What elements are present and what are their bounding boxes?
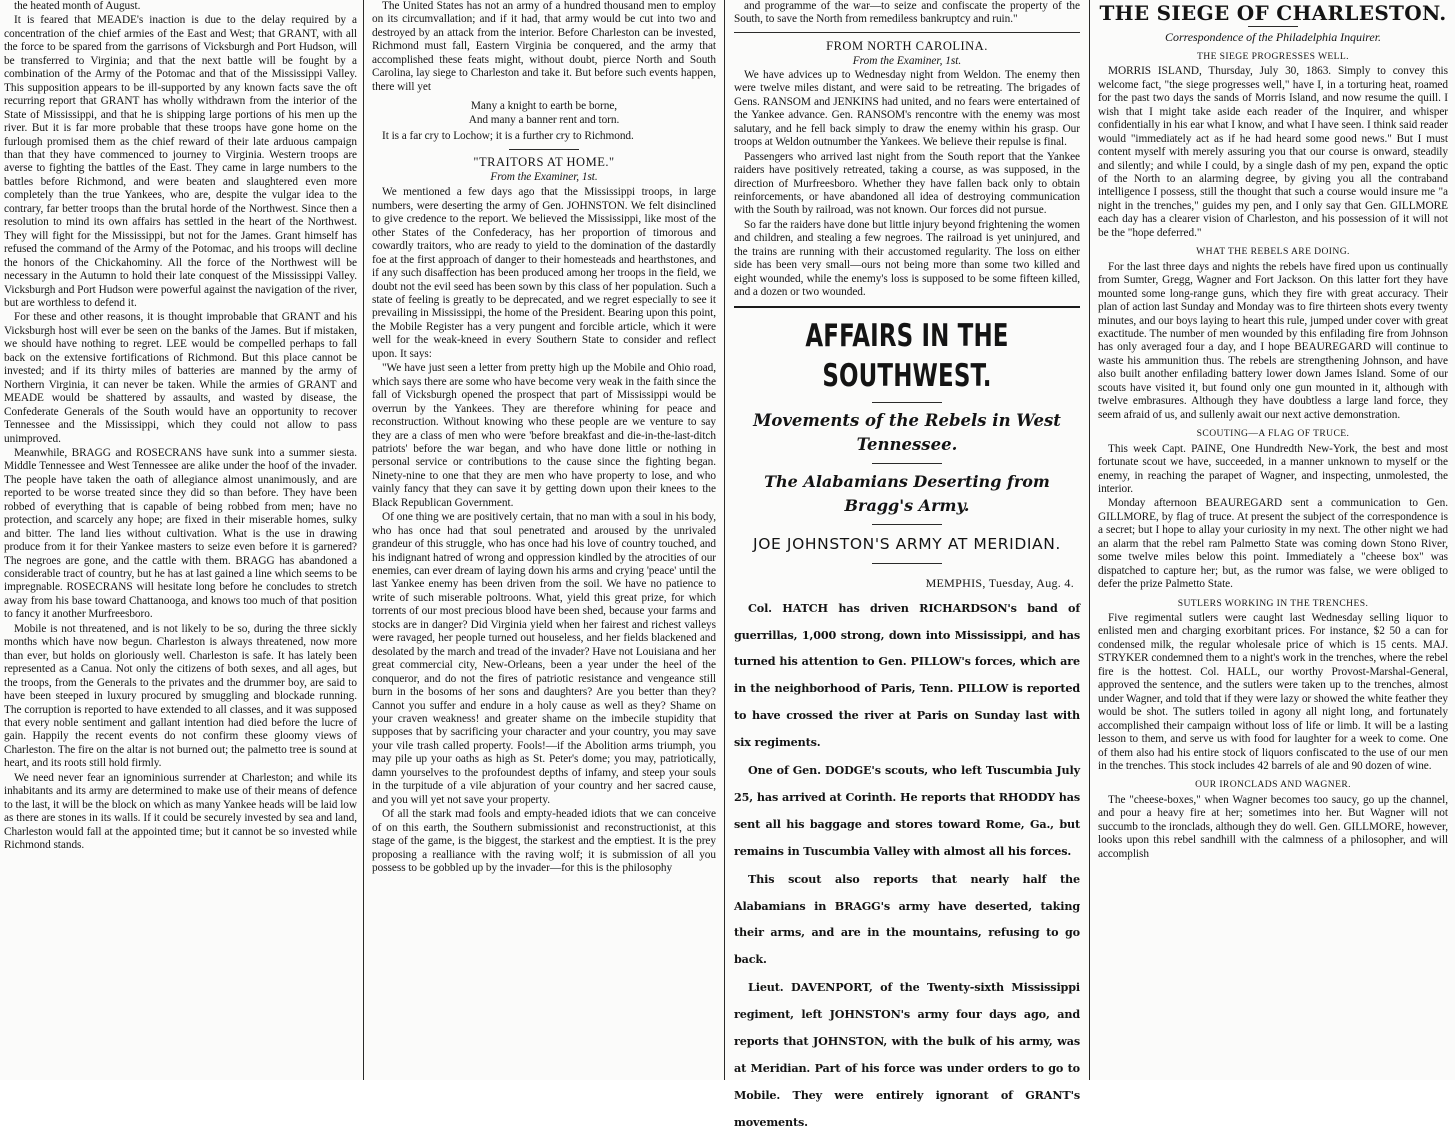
traitors-heading: "TRAITORS AT HOME." (473, 155, 615, 170)
column-4 (1094, 0, 1452, 1080)
column-rule-2 (724, 0, 725, 1080)
paragraph: Mobile is not threatened, and is not likely to be so, during the three sickly months which have now begun. Charleston is always threatened, now more than ever, but holds on gloriously well. Charleston is safe. It has lately been represented as a Canua. Not only the citizens of both sexes, and all ages, but the troops, from the Generals to the privates and the drummer boy, are said to have been steeped in luxury procured by smuggling and blockade running. The corruption is reported to have extended to all classes, and it was supposed that every noble sentiment and gallant intention had died before the lucre of gain. Happily the recent events do not confirm these gloomy views of Charleston. The fire on the altar is not burned out; the palmetto tree is sound at heart, and its roots still hold firmly. (4, 622, 357, 770)
traitors-source: From the Examiner, 1st. (490, 170, 598, 183)
paragraph: We mentioned a few days ago that the Mississippi troops, in large numbers, were deserting the army of Gen. JOHNSTON. We felt disinclined to give credence to the report. We believed the Mississippi, like most of the other States of the Confederacy, has her proportion of timorous and cowardly traitors, who are ready to yield to the domination of the dastardly foe at the first approach of danger to their homesteads and hearthstones, and if any such disaffection has been produced among her troops in the field, we doubt not the evil seed has been sown by this class of her population. Such a state of feeling is greatly to be deprecated, and we regret especially to see it prevailing in Mississippi, the home of the President. Bearing upon this point, the Mobile Register has a very pungent and forcible article, which it were well for the weak-kneed in every Southern State to consider and reflect upon. It says: (372, 186, 716, 360)
north-carolina-source: From the Examiner, 1st. (852, 54, 962, 67)
column-1-body (4, 0, 357, 853)
paragraph: Lieut. DAVENPORT, of the Twenty-sixth Mississippi regiment, left JOHNSTON's army four days ago, and reports that JOHNSTON, with the bulk of his army, was at Meridian. Part of his force was under orders to go to Mobile. They were entirely ignorant of GRANT's movements. (734, 980, 1080, 1129)
separator-rule (872, 563, 942, 564)
verse-line: Many a knight to earth be borne, (470, 100, 618, 113)
separator-rule (872, 402, 942, 403)
column-2 (368, 0, 720, 1080)
section-heading: WHAT THE REBELS ARE DOING. (1196, 246, 1350, 258)
paragraph: For the last three days and nights the rebels have fired upon us continually from Sumter, Gregg, Wagner and Fort Jackson. On this latter fort they have mounted some long-range guns, which they fire with great accuracy. Their plan of action last Sunday and Monday was to fire thirteen shots every twenty minutes, and our boys laying to heart this rule, jumped under cover with great exactitude. The number of men wounded by this enfilading fire from Johnson has only averaged four a day, and I hope BEAUREGARD will continue to waste his ammunition thus. The rebels are strengthening Johnson, and have also built another enfilading battery lower down James Island. Some of our scouts have visited it, but found only one gun mounted in it, although with twelve embrasures. Although they have doubtless a large land force, they seem afraid of us, and sullenly await our next active demonstration. (1098, 260, 1448, 421)
column-rule-3 (1089, 0, 1090, 1080)
separator-rule (509, 149, 579, 150)
paragraph: One of Gen. DODGE's scouts, who left Tuscumbia July 25, has arrived at Corinth. He reports that RHODDY has sent all his baggage and stores toward Rome, Ga., but remains in Tuscumbia Valley with almost all his forces. (734, 763, 1080, 858)
paragraph: and programme of the war—to seize and confiscate the property of the South, to save the North from remediless bankruptcy and ruin." (734, 0, 1080, 26)
paragraph: Meanwhile, BRAGG and ROSECRANS have sunk into a summer siesta. Middle Tennessee and West Tennessee are alike under the hoof of the invader. The people have taken the oath of allegiance almost unanimously, and are reported to be worse treated since they did so than before. They have been robbed of everything that is capable of being robbed from men; have no protection, and scarcely any hope; are fixed in their miserable homes, sulky and bitter. The land lies without cultivation. What is the use in drawing produce from it for their Yankee masters to seize even before it is garnered? The negroes are gone, and the cattle with them. BRAGG has abandoned a considerable tract of country, but he has at last gained a line which seems to be impregnable. ROSECRANS will hesitate long before he concludes to stretch away from his base toward Chattanooga, and knows too much of that position to fancy it another Murfreesboro. (4, 446, 357, 621)
dateline: MEMPHIS, Tuesday, Aug. 4. (925, 575, 1074, 590)
column-1 (2, 0, 359, 1080)
verse-line: And many a banner rent and torn. (468, 113, 620, 126)
paragraph: the heated month of August. (14, 0, 141, 12)
paragraph: It is feared that MEADE's inaction is due to the delay required by a concentration of the chief armies of the East and West; that GRANT, with all the force to be spared from the garrisons of Vicksburgh and Port Hudson, will be transferred to Virginia; and that the next battle will be fought by a combination of the Army of the Potomac and that of the Mississippi Valley. This supposition appears to be ill-supported by any known facts save the oft recurring report that GRANT has wholly withdrawn from the interior of the State of Mississippi, and that he is shipping large portions of his men up the river. But it is far more probable that these troops have gone home on the furlough promised them as the chief reward of their late arduous campaign than that they have commenced to journey to Virginia. Western troops are averse to fighting the battles of the East. They came in large numbers to the battles before Richmond, and were beaten and slaughtered even more completely than the true Yankees, who are, despite the vulgar idea to the contrary, far better troops than the brutal horde of the Northwest. Since then a resolution to mind its own affairs has settled in the heart of the Northwest. They will fight for the Mississippi, but not for the James. Grant himself has refused the command of the Army of the Potomac, and his troops will decline the honors of the Chickahominy. All the force of the Northwest will be necessary in the Autumn to hold their late conquest of the Mississippi Valley. Vicksburgh and Port Hudson were powerful against the navigation of the river, but are worthless to defend it. (4, 14, 357, 309)
separator-rule (872, 463, 942, 464)
poem-verse (372, 100, 716, 127)
paragraph: Of one thing we are positively certain, that no man with a soul in his body, who has once had that soul penetrated and aroused by the unrivaled grandeur of this struggle, who has once had his love of country touched, and his indignant hatred of wrong and oppression kindled by the atrocities of our enemies, can ever dream of laying down his arms and crying 'peace' until the last Yankee enemy has been driven from the soil. We have no patience to write of such miserable poltroons. What, yield this great prize, for which torrents of our most precious blood have been shed, because your farms and stocks are in danger? Did Virginia yield when her fairest and richest valleys were ravaged, her people turned out houseless, and her fields blackened and desolated by the march and tread of the invader? Have not Louisiana and her great commercial city, New-Orleans, been a year under the heel of the conqueror, and do not the fires of patriotic resistance and vengeance still burn in the bosoms of her sons and daughters? Are you better than they? Cannot you suffer and endure in a holy cause as well as they? Shame on your craven weakness! and greater shame on the imbecile stupidity that supposes that by sacrificing your character and your country, you may save your vile trash called property. Fools!—if the Abolition arms triumph, you may pile up your oaths as high as St. Peter's dome; you may, patriotically, damn yourselves to the profoundest depths of infamy, and steep your souls in the turpitude of a vile abjuration of your country and her sacred cause, and you will yet not save your property. (372, 511, 716, 806)
headline-deck-2: The Alabamians Deserting from Bragg's Army. (764, 471, 1050, 515)
column-2-body-b (372, 130, 716, 143)
paragraph: We need never fear an ignominious surrender at Charleston; and while its inhabitants and its army are determined to make use of their means of defence to the last, it will be the block on which as many Yankee heads will be laid low as there are stones in its walls. If it could be securely invested by sea and land, Charleston would fall at the appointed time; but it cannot be so invested while Richmond stands. (4, 771, 357, 852)
paragraph: So far the raiders have done but little injury beyond frightening the women and children, and stealing a few negroes. The railroad is yet uninjured, and the trains are running with their accustomed regularity. The loss on either side has been very small—ours not being more than some two killed and eight wounded, while the enemy's loss is supposed to be some fifteen killed, and a dozen or two wounded. (734, 218, 1080, 299)
siege-title: THE SIEGE OF CHARLESTON. (1099, 1, 1447, 25)
paragraph: For these and other reasons, it is thought improbable that GRANT and his Vicksburgh host will ever be seen on the banks of the James. But if mistaken, we should have nothing to regret. LEE would be compelled perhaps to fall back on the extensive fortifications of Richmond. But this place cannot be invested; and if its thirty miles of batteries are manned by the army of Northern Virginia, it can never be taken. While the armies of GRANT and MEADE would be shattered by assaults, and wasted by disease, the Confederate Generals of the South would have an opportunity to recover Tennessee and the Mississippi, which they could not allow to pass unimproved. (4, 311, 357, 445)
paragraph: Col. HATCH has driven RICHARDSON's band of guerrillas, 1,000 strong, down into Mississippi, and has turned his attention to Gen. PILLOW's forces, which are in the neighborhood of Paris, Tenn. PILLOW is reported to have crossed the river at Paris on Sunday last with six regiments. (734, 600, 1080, 750)
paragraph: The "cheese-boxes," when Wagner becomes too saucy, go up the channel, and pour a heavy fire at her; sometimes into her. But Wagner will not succumb to the ironclads, although they do well. Gen. GILLMORE, however, looks upon this rebel sandhill with the calmness of a philosopher, and will accomplish (1098, 793, 1448, 860)
separator-rule (872, 524, 942, 525)
column-3-body-c (734, 595, 1080, 1136)
section-heading: THE SIEGE PROGRESSES WELL. (1196, 50, 1349, 62)
column-2-body-c (372, 186, 716, 875)
column-4-sections (1098, 50, 1448, 861)
paragraph: "We have just seen a letter from pretty high up the Mobile and Ohio road, which says there are some who have become very weak in the faith since the fall of Vicksburgh opened the prospect that part of Mississippi would be overrun by the Yankees. They are therefore whining for peace and reconstruction. Without knowing who these people are we venture to say they are a class of men who were 'before breakfast and die-in-the-last-ditch patriots' before the war began, and who have done little or nothing in personal service or contributions to the cause since the fighting began. Ninety-nine to one that they are men who have property to lose, and who vainly fancy that they can save it by getting down upon their knees to the Black Republican Government. (372, 362, 716, 509)
paragraph: Monday afternoon BEAUREGARD sent a communication to Gen. GILLMORE, by flag of truce. At present the subject of the correspondence is a secret; but I hope to allay your curiosity in my next. The other night we had an alarm that the rebel ram Palmetto State was coming down Stono River, some twelve miles below this point. Immediately a "cheese box" was dispatched to capture her; but, as the rumor was false, we were obliged to defer the prize Palmetto State. (1098, 497, 1448, 591)
column-rule-1 (363, 0, 364, 1080)
paragraph: Passengers who arrived last night from the South report that the Yankee raiders have positively retreated, taking a course, as was supposed, in the direction of Murfreesboro. Whether they have fallen back only to obtain reinforcements, or have abandoned all idea of destroying communication with the South by railroad, was not known. Our forces did not pursue. (734, 150, 1080, 217)
section-heading: SCOUTING—A FLAG OF TRUCE. (1196, 428, 1350, 440)
column-2-body-a (372, 0, 716, 94)
southwest-headline: AFFAIRS IN THE SOUTHWEST. (805, 317, 1009, 394)
separator-rule (734, 32, 1080, 33)
section-heading: OUR IRONCLADS AND WAGNER. (1195, 779, 1351, 791)
correspondence-line: Correspondence of the Philadelphia Inquirer. (1165, 30, 1381, 45)
paragraph: Five regimental sutlers were caught last Wednesday selling liquor to enlisted men and charging exorbitant prices. For instance, $2 50 a can for condensed milk, the regular wholesale price of which is 15 cents. MAJ. STRYKER condemned them to a night's work in the trenches, where the rebel fire is the hottest. Col. HALL, our worthy Provost-Marshal-General, approved the sentence, and the sutlers were taken up to the trenches, almost under Wagner, and told that if they were lazy or showed the white feather they would be shot. The sutlers toiled in agony all night long, and fortunately accomplished their campaign without loss of life or limb. It will be a lasting lesson to them, and serve us with food for laughter for a week to come. One of them also had his entire stock of liquors confiscated to the use of our men in the trenches. This stock includes 42 barrels of ale and 90 dozen of wine. (1098, 612, 1448, 773)
section-heading: SUTLERS WORKING IN THE TRENCHES. (1177, 597, 1369, 609)
paragraph: Of all the stark mad fools and empty-headed idiots that we can conceive of on this earth, the Southern submissionist and reconstructionist, at this stage of the game, is the biggest, the starkest and the emptiest. It is the prey proposing a realliance with the raving wolf; it is submission of all you possess to be gobbled up by the invader—for this is the philosophy (372, 808, 716, 874)
paragraph: The United States has not an army of a hundred thousand men to employ on its circumvallation; and if it had, that army would be cut into two and destroyed by an attack from the interior. Before Charleston can be invested, Richmond must fall, Eastern Virginia be conquered, and the army that accomplished these feats might, without doubt, pierce North and South Carolina, lay siege to Charleston and take it. But before such events happen, there will yet (372, 0, 716, 93)
column-3-body-a (734, 0, 1080, 27)
separator-rule (1248, 26, 1298, 27)
article-divider (734, 306, 1080, 308)
headline-deck-1: Movements of the Rebels in West Tennessee. (753, 410, 1061, 454)
column-3-body-b (734, 69, 1080, 300)
headline-deck-3: JOE JOHNSTON'S ARMY AT MERIDIAN. (753, 534, 1061, 553)
column-3 (729, 0, 1085, 1129)
paragraph: MORRIS ISLAND, Thursday, July 30, 1863. Simply to convey this welcome fact, "the siege progresses well," have I, in a torturing heat, roamed for the past two days the sands of Morris Island, and now resume the quill. I wish that I might take aside each reader of the Inquirer, and whisper confidentially in his ear what I know, and what I have seen. I think said reader would "immediately act as if he had heard some good news." But I must content myself with merely assuring you that our course is onward, steadily and silently; and while I could, by a single dash of my pen, expand the optic of the North to an alarming degree, by giving you all the contraband intelligence I possess, still the thought that such a course would insure me "a night in the trenches," guides my pen, and I only say that Gen. GILLMORE each day has a clearer vision of Charleston, and his possession of it will not be the "hope deferred." (1098, 65, 1448, 239)
paragraph: We have advices up to Wednesday night from Weldon. The enemy then were twelve miles distant, and were said to be retreating. The brigades of Gens. RANSOM and JENKINS had united, and no fears were entertained of the Yankee advance. Gen. RANSOM's rencontre with the enemy was most salutary, and he fell back simply to draw the enemy within his grasp. Our troops at Weldon outnumber the Yankees. We believe their repulse is final. (734, 68, 1080, 149)
paragraph: It is a far cry to Lochow; it is a further cry to Richmond. (382, 129, 634, 142)
paragraph: This scout also reports that nearly half the Alabamians in BRAGG's army have deserted, taking their arms, and are in the mountains, refusing to go back. (734, 871, 1080, 967)
paragraph: This week Capt. PAINE, One Hundredth New-York, the best and most fortunate scout we have, succeeded, in a manner unknown to myself or the enemy, in reaching the parapet of Wagner, and inspecting, unmolested, the interior. (1098, 442, 1448, 495)
north-carolina-heading: FROM NORTH CAROLINA. (826, 38, 988, 53)
